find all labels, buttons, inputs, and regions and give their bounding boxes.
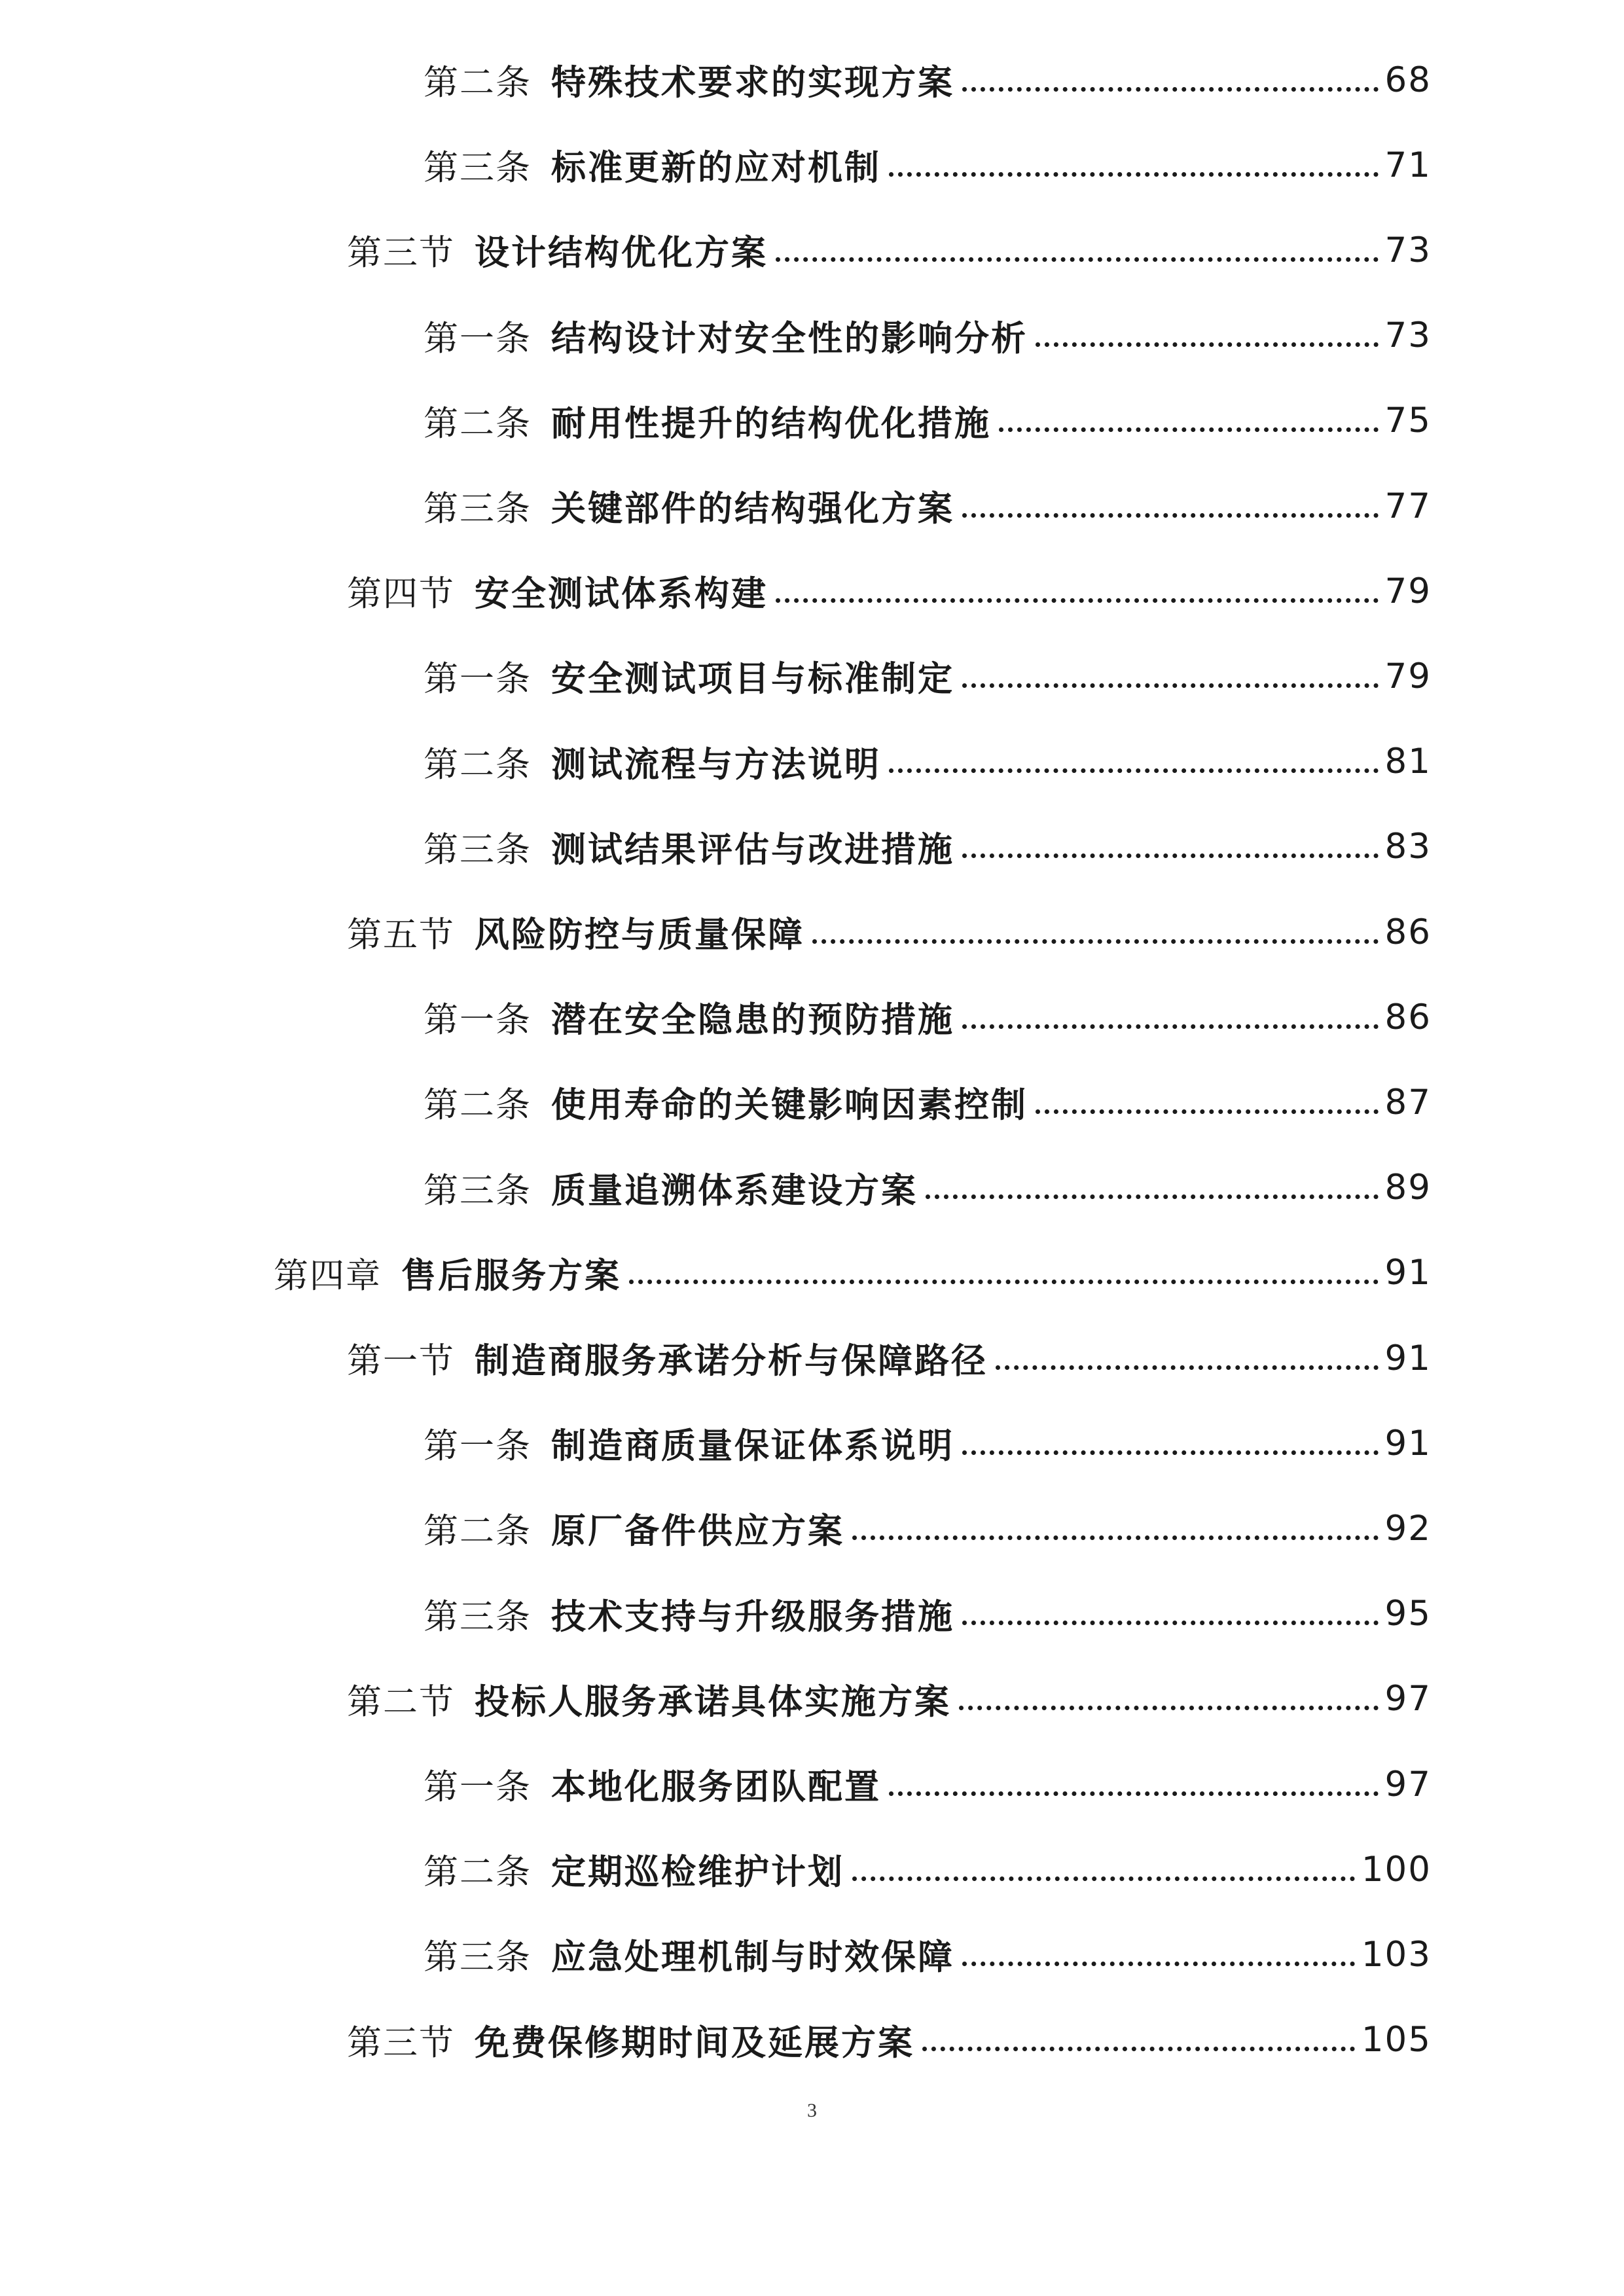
toc-entry[interactable]: [424, 1069, 1432, 1135]
toc-entry-title: 免费保修期时间及延展方案: [475, 2022, 914, 2063]
toc-entry[interactable]: [424, 132, 1432, 198]
toc-entry[interactable]: [424, 1155, 1432, 1221]
toc-entry-number: 第二节: [347, 1681, 455, 1722]
toc-entry-title: 制造商质量保证体系说明: [551, 1426, 954, 1467]
toc-entry-number: 第三条: [424, 489, 532, 529]
toc-entry-page: 87: [1384, 1082, 1432, 1122]
toc-entry-title: 耐用性提升的结构优化措施: [551, 403, 991, 444]
toc-entry-number: 第二条: [424, 1085, 532, 1126]
toc-entry-title: 应急处理机制与时效保障: [551, 1937, 954, 1978]
toc-entry[interactable]: [424, 814, 1432, 880]
toc-dot-leader: [962, 87, 1379, 92]
toc-entry-title: 质量追溯体系建设方案: [551, 1170, 918, 1211]
toc-entry[interactable]: [424, 729, 1432, 795]
toc-entry-number: 第三条: [424, 1596, 532, 1637]
toc-dot-leader: [922, 2047, 1355, 2051]
toc-entry-page: 77: [1384, 486, 1432, 526]
toc-entry-title: 本地化服务团队配置: [551, 1767, 881, 1807]
toc-entry-page: 81: [1384, 742, 1432, 782]
toc-entry-title: 设计结构优化方案: [475, 233, 768, 274]
toc-entry-title: 技术支持与升级服务措施: [551, 1596, 954, 1637]
toc-entry-title: 制造商服务承诺分析与保障路径: [475, 1341, 988, 1381]
toc-entry-page: 97: [1384, 1764, 1432, 1804]
toc-entry-title: 特殊技术要求的实现方案: [551, 63, 954, 103]
toc-entry-title: 关键部件的结构强化方案: [551, 489, 954, 529]
toc-entry[interactable]: [347, 217, 1432, 283]
toc-dot-leader: [852, 1535, 1379, 1540]
page-number: 3: [807, 2100, 817, 2121]
toc-entry-number: 第三条: [424, 1170, 532, 1211]
toc-dot-leader: [889, 1791, 1379, 1796]
toc-dot-leader: [889, 768, 1379, 773]
toc-entry-number: 第二条: [424, 63, 532, 103]
toc-entry-number: 第五节: [347, 915, 455, 955]
toc-entry-number: 第二条: [424, 1511, 532, 1552]
toc-entry-title: 结构设计对安全性的影响分析: [551, 318, 1028, 359]
toc-entry-page: 73: [1384, 230, 1432, 270]
toc-entry-page: 86: [1384, 997, 1432, 1037]
toc-dot-leader: [999, 427, 1379, 432]
toc-dot-leader: [776, 257, 1379, 262]
toc-entry-page: 103: [1361, 1934, 1432, 1975]
toc-dot-leader: [962, 853, 1379, 858]
toc-entry-page: 97: [1384, 1679, 1432, 1719]
toc-entry[interactable]: [424, 643, 1432, 709]
toc-entry-page: 68: [1384, 60, 1432, 100]
toc-entry-number: 第三条: [424, 829, 532, 870]
toc-entry[interactable]: [347, 2007, 1432, 2073]
toc-dot-leader: [776, 598, 1379, 603]
toc-entry-page: 71: [1384, 145, 1432, 185]
toc-entry[interactable]: [424, 303, 1432, 368]
toc-dot-leader: [962, 1962, 1355, 1966]
toc-entry[interactable]: [424, 388, 1432, 454]
toc-entry-number: 第一条: [424, 1000, 532, 1041]
toc-entry-page: 89: [1384, 1168, 1432, 1208]
toc-entry-title: 原厂备件供应方案: [551, 1511, 844, 1552]
toc-entry-title: 测试流程与方法说明: [551, 744, 881, 785]
toc-dot-leader: [1036, 1109, 1379, 1114]
toc-entry-page: 86: [1384, 912, 1432, 952]
toc-entry-number: 第一条: [424, 1767, 532, 1807]
toc-entry-number: 第四章: [274, 1255, 382, 1296]
toc-entry-number: 第二条: [424, 1852, 532, 1893]
toc-entry-page: 73: [1384, 315, 1432, 356]
toc-entry-page: 79: [1384, 656, 1432, 696]
toc-entry-page: 83: [1384, 827, 1432, 867]
toc-entry[interactable]: [347, 1325, 1432, 1391]
toc-dot-leader: [629, 1280, 1379, 1284]
toc-dot-leader: [962, 683, 1379, 688]
toc-entry[interactable]: [424, 984, 1432, 1050]
toc-entry-number: 第一条: [424, 318, 532, 359]
toc-entry[interactable]: [347, 558, 1432, 624]
toc-entry[interactable]: [424, 1496, 1432, 1561]
toc-entry-number: 第三条: [424, 1937, 532, 1978]
toc-dot-leader: [959, 1706, 1379, 1710]
toc-entry-title: 安全测试项目与标准制定: [551, 659, 954, 700]
toc-entry-page: 95: [1384, 1594, 1432, 1634]
toc-entry-number: 第一节: [347, 1341, 455, 1381]
toc-entry-title: 测试结果评估与改进措施: [551, 829, 954, 870]
toc-entry-title: 安全测试体系构建: [475, 574, 768, 615]
toc-entry-page: 100: [1361, 1849, 1432, 1890]
toc-entry-title: 潜在安全隐患的预防措施: [551, 1000, 954, 1041]
toc-entry-number: 第三节: [347, 233, 455, 274]
toc-entry-number: 第一条: [424, 1426, 532, 1467]
toc-dot-leader: [962, 513, 1379, 518]
toc-entry-page: 91: [1384, 1423, 1432, 1463]
toc-entry-title: 使用寿命的关键影响因素控制: [551, 1085, 1028, 1126]
toc-entry-title: 定期巡检维护计划: [551, 1852, 844, 1893]
toc-entry[interactable]: [424, 1922, 1432, 1987]
toc-dot-leader: [962, 1024, 1379, 1029]
toc-entry[interactable]: [347, 1666, 1432, 1732]
toc-entry[interactable]: [424, 47, 1432, 113]
toc-dot-leader: [1036, 342, 1379, 347]
toc-entry-page: 92: [1384, 1508, 1432, 1549]
toc-entry-page: 75: [1384, 401, 1432, 441]
toc-dot-leader: [852, 1876, 1355, 1881]
toc-entry-number: 第二条: [424, 403, 532, 444]
toc-dot-leader: [996, 1365, 1379, 1370]
toc-dot-leader: [962, 1621, 1379, 1625]
toc-entry-page: 91: [1384, 1253, 1432, 1293]
toc-entry-title: 标准更新的应对机制: [551, 148, 881, 188]
toc-entry-page: 79: [1384, 571, 1432, 611]
toc-entry-number: 第一条: [424, 659, 532, 700]
toc-entry[interactable]: [424, 473, 1432, 539]
toc-entry[interactable]: [274, 1240, 1432, 1306]
toc-dot-leader: [926, 1194, 1379, 1199]
toc-entry-number: 第三节: [347, 2022, 455, 2063]
toc-entry-title: 售后服务方案: [401, 1255, 621, 1296]
toc-dot-leader: [962, 1450, 1379, 1455]
toc-entry-title: 投标人服务承诺具体实施方案: [475, 1681, 951, 1722]
toc-entry[interactable]: [424, 1837, 1432, 1902]
toc-entry-number: 第二条: [424, 744, 532, 785]
toc-entry[interactable]: [347, 899, 1432, 965]
toc-entry-page: 105: [1361, 2020, 1432, 2060]
toc-dot-leader: [812, 939, 1379, 944]
toc-entry-page: 91: [1384, 1338, 1432, 1378]
toc-entry[interactable]: [424, 1410, 1432, 1476]
toc-dot-leader: [889, 172, 1379, 177]
toc-entry[interactable]: [424, 1581, 1432, 1647]
toc-entry-number: 第三条: [424, 148, 532, 188]
toc-entry[interactable]: [424, 1751, 1432, 1817]
toc-entry-number: 第四节: [347, 574, 455, 615]
toc-entry-title: 风险防控与质量保障: [475, 915, 804, 955]
